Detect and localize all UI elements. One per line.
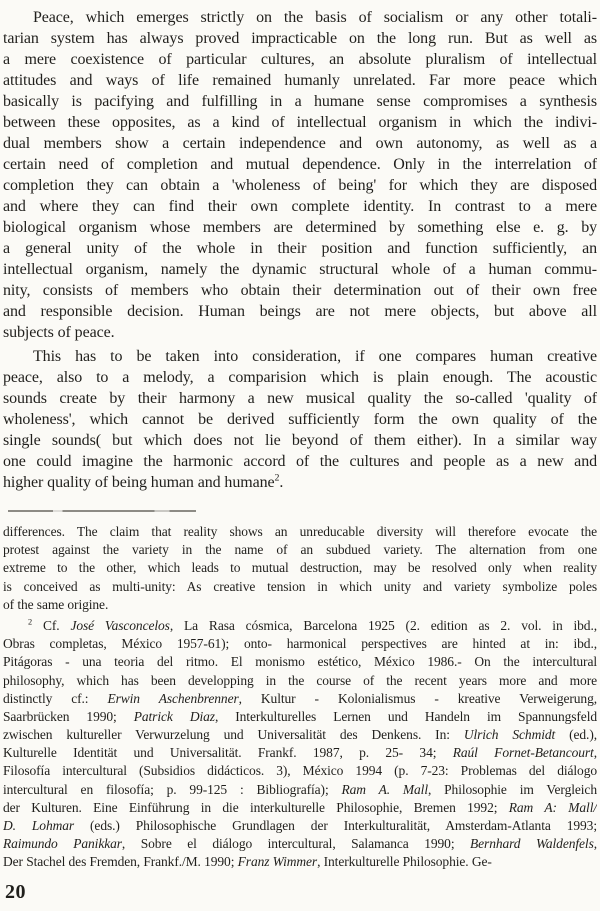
text-segment: higher quality of being human and humane [3,474,275,491]
text-line [3,835,597,853]
text-segment: of the same origine. [3,596,109,612]
footnote-reference-superscript: 2 [28,617,33,627]
main-text [3,7,597,493]
text-segment: completion they can obtain a 'wholeness of being' for which they are disposed [3,177,597,194]
text-line [3,217,597,238]
italic-text-segment: Raimundo Panikkar [3,836,122,852]
text-line [3,322,597,343]
text-segment: differences. The claim that reality shows an unreducable diversity will therefore evocate the [3,524,597,539]
text-segment: . [279,474,284,491]
text-line [3,133,597,154]
footnote-separator [8,510,196,512]
text-line [3,430,597,451]
text-line [3,238,597,259]
text-segment: zwischen kultureller Verwurzelung und Universalität des Denkens. In: [3,727,464,743]
text-line [3,596,597,614]
text-line [3,175,597,196]
text-line [3,617,597,635]
italic-text-segment: Erwin Aschenbrenner [107,690,239,706]
text-line [3,28,597,49]
text-segment: single sounds( but which does not lie beyond of them either). In a similar way [3,432,597,449]
text-segment: Saarbrücken 1990; [3,708,134,724]
text-segment: subjects of peace. [3,324,115,341]
text-segment: Cf. [32,617,71,633]
text-line [3,346,597,367]
text-line [3,472,597,493]
text-segment: , Sobre el diálogo intercultural, Salamanca 1990; [121,836,470,852]
text-segment: Obras completas, México 1957-61); onto- harmonical perspectives are hinted at in: ibd., [3,636,597,652]
text-line [3,541,597,559]
text-segment: distinctly cf.: [3,690,108,706]
body-paragraph-2 [3,346,597,493]
text-line [3,726,597,744]
text-line [3,799,597,817]
italic-text-segment: Franz Wimmer [237,854,318,870]
italic-text-segment: Patrick Diaz [133,708,215,724]
footnotes-section [3,523,597,872]
text-segment: (ed.), [555,727,597,743]
text-segment: , [593,745,597,761]
italic-text-segment: Ram A: Mall/ [508,799,597,815]
text-line [3,762,597,780]
text-segment: and responsible decision. Human beings are not mere objects, but above all [3,303,597,320]
text-line [3,578,597,596]
italic-text-segment: Ulrich Schmidt [463,727,556,743]
text-line [3,91,597,112]
text-segment: biological organism whose members are determined by something else e. g. by [3,219,597,236]
text-segment: , Interkulturelles Lernen und Handeln im Spannungsfeld [214,708,597,724]
text-line [3,744,597,762]
italic-text-segment: Bernhard Waldenfels [470,836,594,852]
text-segment: extreme to the other, which leads to mutual destruction, may be resolved only when reality [3,560,597,576]
text-segment: dual members show a certain independence and own autonomy, as well as a [3,135,597,152]
italic-text-segment: Ram A. Mall [341,781,428,797]
text-line [3,301,597,322]
text-segment: philosophy, which has been developping in the course of the recent years more and more [3,672,597,688]
text-line [3,7,597,28]
footnote-1-continuation [3,523,597,614]
footnote-2 [3,617,597,872]
text-segment: between these opposites, as a kind of intellectual organism in which the indivi- [3,114,597,131]
text-segment: wholeness', which cannot be derived sufficiently form the own quality of the [3,411,597,428]
text-segment: attitudes and ways of life remained humanly unrelated. Far more peace which [3,72,597,89]
text-segment: Der Stachel des Fremden, Frankf./M. 1990; [3,854,238,870]
text-segment: , Interkulturelle Philosophie. Ge- [317,854,492,870]
text-segment: , [593,836,597,852]
text-line [3,388,597,409]
text-line [3,672,597,690]
italic-text-segment: José Vasconcelos [70,617,170,633]
text-line [3,523,597,541]
text-segment: (eds.) Philosophische Grundlagen der Interkulturalität, Amsterdam-Atlanta 1993; [74,818,597,833]
text-segment: and where they can find their own complete identity. In contrast to a mere [3,198,597,215]
text-segment: Pitágoras - una teoria del ritmo. El monismo estético, México 1986.- On the intercultural [3,654,597,670]
text-segment: Peace, which emerges strictly on the basis of socialism or any other totali- [33,9,597,26]
text-segment: sounds create by their harmony a new musical quality the so-called 'quality of [3,390,597,407]
text-line [3,409,597,430]
text-line [3,367,597,388]
text-segment: one could imagine the harmonic accord of the cultures and people as a new and [3,453,597,470]
text-segment: peace, also to a melody, a comparision which is plain enough. The acoustic [3,369,597,386]
text-segment: der Kulturen. Eine Einführung in die interkulturelle Philosophie, Bremen 1992; [3,799,509,815]
text-line [3,154,597,175]
text-line [3,451,597,472]
text-segment: is conceived as multi-unity: As creative tension in which unity and variety symbolize poles [3,578,597,594]
text-segment: , La Rasa cósmica, Barcelona 1925 (2. edition as 2. vol. in ibd., [169,617,597,633]
text-line [3,559,597,577]
text-line [3,635,597,653]
text-segment: a general unity of the whole in their position and function sufficiently, an [3,240,597,257]
text-line [3,817,597,835]
italic-text-segment: D. Lohmar [3,818,75,833]
text-segment: basically is pacifying and fulfilling in a humane sense compromises a synthesis [3,93,597,110]
text-line [3,853,597,871]
text-line [3,49,597,70]
body-paragraph-1 [3,7,597,343]
page-number: 20 [5,880,26,903]
text-line [3,690,597,708]
text-line [3,112,597,133]
text-segment: nity, consists of members who obtain their determination out of their own free [3,282,597,299]
text-segment: intercultural en filosofía; p. 99-125 : Bibliografía); [3,781,342,797]
text-segment: protest against the variety in the name of an subdued variety. The alternation from one [3,542,597,558]
text-line [3,653,597,671]
text-line [3,70,597,91]
italic-text-segment: Raúl Fornet-Betancourt [452,745,594,761]
text-segment: a mere coexistence of particular cultures, an absolute pluralism of intellectual [3,51,597,68]
text-line [3,781,597,799]
text-segment: intellectual organism, namely the dynamic structural whole of a human commu- [3,261,597,278]
text-segment: Filosofía intercultural (Subsidios didácticos. 3), México 1994 (p. 7-23: Problemas del diálogo [3,763,597,779]
text-segment: , Philosophie im Vergleich [427,781,597,797]
text-segment: Kulturelle Identität und Universalität. Frankf. 1987, p. 25- 34; [3,745,453,761]
text-line [3,708,597,726]
text-segment: certain need of completion and mutual dependence. Only in the interrelation of [3,156,597,173]
footnote-reference-superscript: 2 [274,472,280,484]
text-segment: tarian system has always proved impracticable on the long run. But as well as [3,30,597,47]
text-segment: This has to be taken into consideration, if one compares human creative [33,348,597,365]
text-line [3,196,597,217]
text-segment: , Kultur - Kolonialismus - kreative Verweigerung, [238,690,597,706]
text-line [3,280,597,301]
text-line [3,259,597,280]
